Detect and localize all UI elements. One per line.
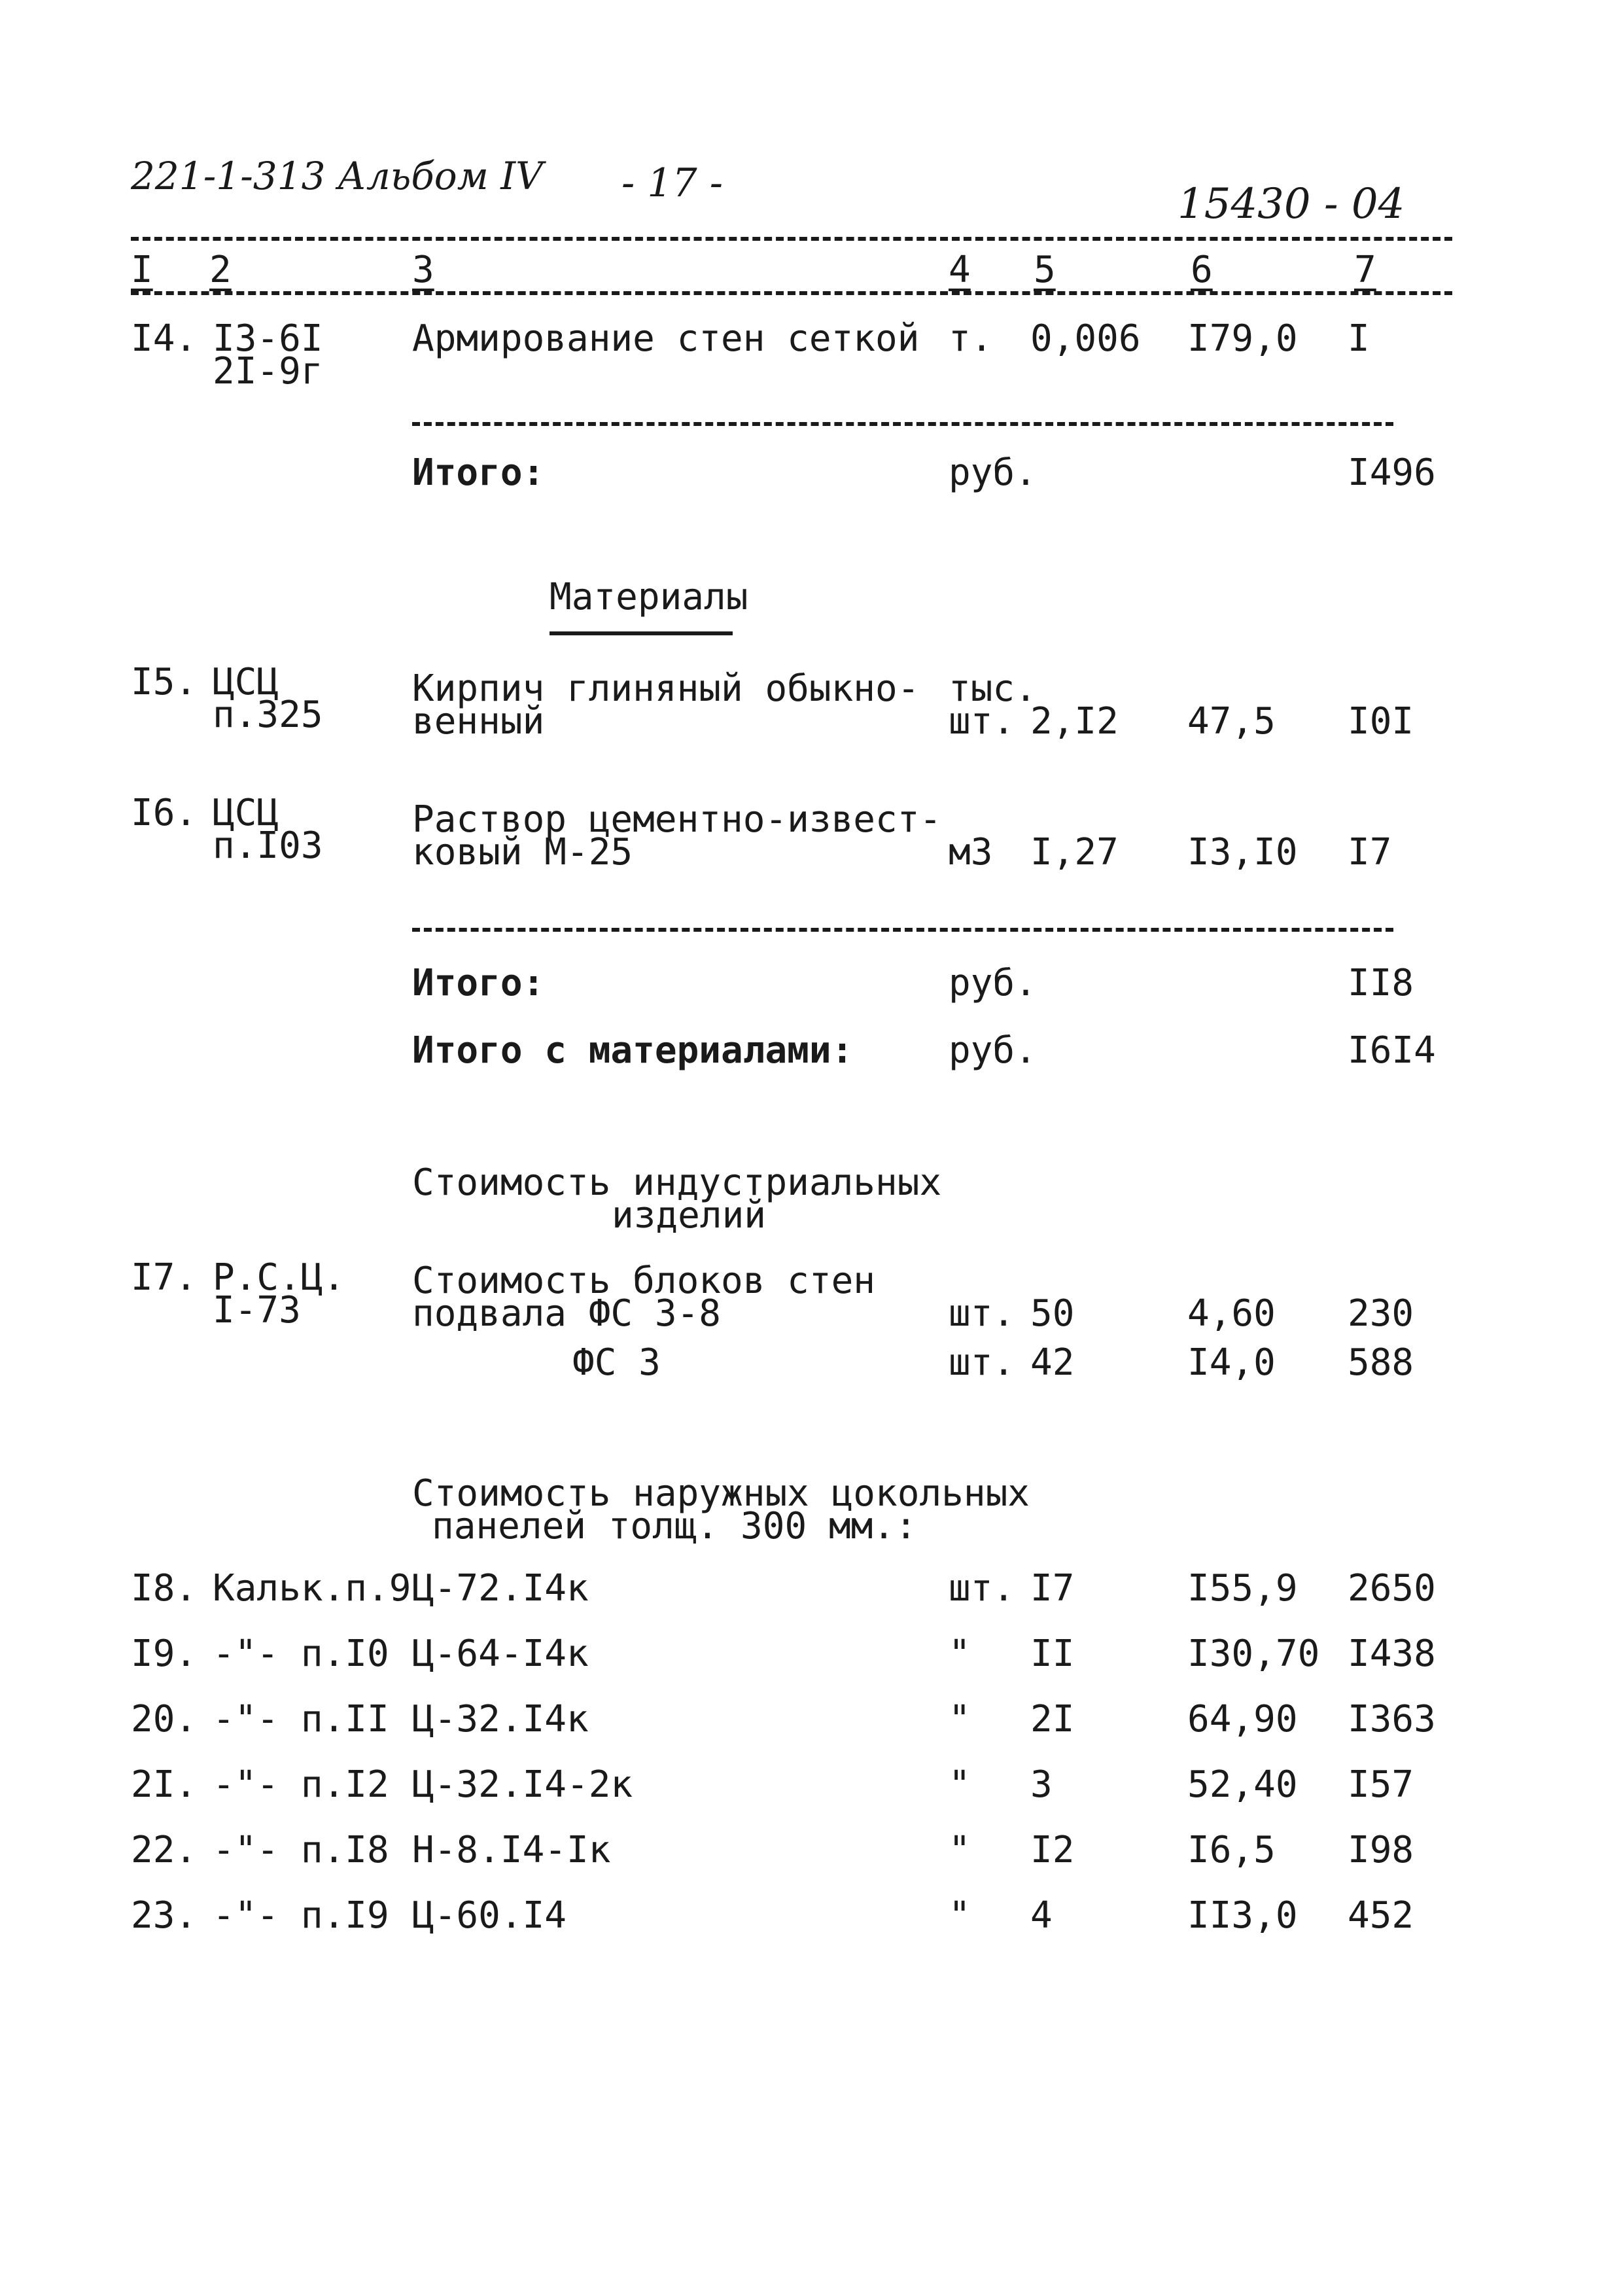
row-price: 64,90 (1187, 1698, 1298, 1740)
row-quantity: 50 (1030, 1292, 1075, 1335)
row-description: подвала ФС 3-8 (412, 1292, 722, 1335)
subtotal-total: II8 (1348, 962, 1414, 1004)
row-price: 4,60 (1187, 1292, 1276, 1335)
subtotal-rule (412, 422, 1393, 426)
column-header: I (131, 249, 153, 291)
row-description: Стоимость блоков стен (412, 1260, 876, 1302)
sheet-number: 15430 - 04 (1178, 180, 1405, 228)
row-quantity: 2,I2 (1030, 700, 1119, 743)
page-number: - 17 - (621, 160, 724, 206)
row-number: 22. (131, 1829, 198, 1871)
row-mark: Ц-32.I4к (412, 1698, 589, 1740)
row-unit: шт. (949, 700, 1015, 743)
row-total: 230 (1348, 1292, 1414, 1335)
section-title: Материалы (550, 576, 748, 618)
row-unit: шт. (949, 1292, 1015, 1335)
total-value: I6I4 (1348, 1029, 1436, 1072)
row-reference: I-73 (213, 1289, 301, 1332)
subtotal-label: Итого: (412, 451, 545, 494)
row-number: I4. (131, 317, 198, 360)
subtotal-unit: руб. (949, 451, 1037, 494)
row-reference: -"- п.I0 (213, 1633, 389, 1675)
row-number: I9. (131, 1633, 198, 1675)
section-title: Стоимость наружных цокольных (412, 1472, 1030, 1515)
row-description: Раствор цементно-извест- (412, 798, 942, 841)
column-header: 5 (1034, 249, 1056, 291)
row-number: 20. (131, 1698, 198, 1740)
row-unit: " (949, 1763, 971, 1806)
row-description: ФС 3 (572, 1341, 661, 1384)
row-mark: Ц-32.I4-2к (412, 1763, 633, 1806)
row-quantity: I7 (1030, 1567, 1075, 1610)
section-title-underline (550, 631, 733, 635)
subtotal-unit: руб. (949, 962, 1037, 1004)
row-mark: Ц-72.I4к (412, 1567, 589, 1610)
row-quantity: I2 (1030, 1829, 1075, 1871)
row-quantity: 4 (1030, 1894, 1053, 1937)
row-price: I55,9 (1187, 1567, 1298, 1610)
total-label: Итого с материалами: (412, 1029, 854, 1072)
row-reference: -"- п.II (213, 1698, 389, 1740)
row-number: I8. (131, 1567, 198, 1610)
total-unit: руб. (949, 1029, 1037, 1072)
row-quantity: 0,006 (1030, 317, 1141, 360)
row-price: I6,5 (1187, 1829, 1276, 1871)
row-reference: ЦСЦ (213, 792, 279, 834)
row-reference: п.I03 (213, 824, 323, 867)
row-unit: м3 (949, 831, 993, 874)
row-unit: шт. (949, 1567, 1015, 1610)
column-header: 4 (949, 249, 971, 291)
row-reference: п.325 (213, 694, 323, 736)
row-price: I3,I0 (1187, 831, 1298, 874)
column-header: 7 (1354, 249, 1376, 291)
header-top-rule (131, 237, 1452, 241)
row-number: I5. (131, 661, 198, 703)
row-total: I57 (1348, 1763, 1414, 1806)
row-reference: -"- п.I2 (213, 1763, 389, 1806)
section-title: изделий (612, 1194, 767, 1237)
row-mark: Ц-60.I4 (412, 1894, 567, 1937)
row-reference: -"- п.I8 (213, 1829, 389, 1871)
row-description: ковый М-25 (412, 831, 633, 874)
subtotal-label: Итого: (412, 962, 545, 1004)
row-total: I98 (1348, 1829, 1414, 1871)
section-title: Стоимость индустриальных (412, 1161, 942, 1204)
row-unit: тыс. (949, 667, 1037, 710)
row-quantity: II (1030, 1633, 1075, 1675)
row-reference: I3-6I (213, 317, 323, 360)
row-number: I7. (131, 1256, 198, 1299)
row-total: I7 (1348, 831, 1392, 874)
document-code: 221-1-313 Альбом IV (131, 154, 544, 198)
row-number: 23. (131, 1894, 198, 1937)
row-quantity: 3 (1030, 1763, 1053, 1806)
row-unit: " (949, 1829, 971, 1871)
row-reference: ЦСЦ (213, 661, 279, 703)
row-unit: " (949, 1894, 971, 1937)
subtotal-rule (412, 928, 1393, 932)
row-total: I438 (1348, 1633, 1436, 1675)
row-total: I (1348, 317, 1370, 360)
column-header: 3 (412, 249, 434, 291)
row-number: I6. (131, 792, 198, 834)
row-total: I363 (1348, 1698, 1436, 1740)
row-reference: -"- п.I9 (213, 1894, 389, 1937)
row-reference: Р.С.Ц. (213, 1256, 345, 1299)
row-total: 452 (1348, 1894, 1414, 1937)
column-header: 2 (209, 249, 232, 291)
row-unit: " (949, 1698, 971, 1740)
row-reference: Кальк.п.9 (213, 1567, 411, 1610)
row-unit: т. (949, 317, 993, 360)
row-total: 588 (1348, 1341, 1414, 1384)
row-total: 2650 (1348, 1567, 1436, 1610)
row-price: 47,5 (1187, 700, 1276, 743)
row-number: 2I. (131, 1763, 198, 1806)
row-price: I30,70 (1187, 1633, 1320, 1675)
row-quantity: I,27 (1030, 831, 1119, 874)
header-bottom-rule (131, 291, 1452, 295)
row-price: I4,0 (1187, 1341, 1276, 1384)
row-quantity: 2I (1030, 1698, 1075, 1740)
row-description: венный (412, 700, 545, 743)
section-title: панелей толщ. 300 мм.: (432, 1505, 917, 1547)
row-price: I79,0 (1187, 317, 1298, 360)
column-header: 6 (1191, 249, 1213, 291)
row-reference: 2I-9г (213, 350, 323, 393)
row-unit: шт. (949, 1341, 1015, 1384)
row-price: 52,40 (1187, 1763, 1298, 1806)
row-description: Кирпич глиняный обыкно- (412, 667, 920, 710)
row-quantity: 42 (1030, 1341, 1075, 1384)
row-total: I0I (1348, 700, 1414, 743)
row-description: Армирование стен сеткой (412, 317, 920, 360)
row-mark: Ц-64-I4к (412, 1633, 589, 1675)
row-price: II3,0 (1187, 1894, 1298, 1937)
row-mark: Н-8.I4-Iк (412, 1829, 611, 1871)
subtotal-total: I496 (1348, 451, 1436, 494)
row-unit: " (949, 1633, 971, 1675)
